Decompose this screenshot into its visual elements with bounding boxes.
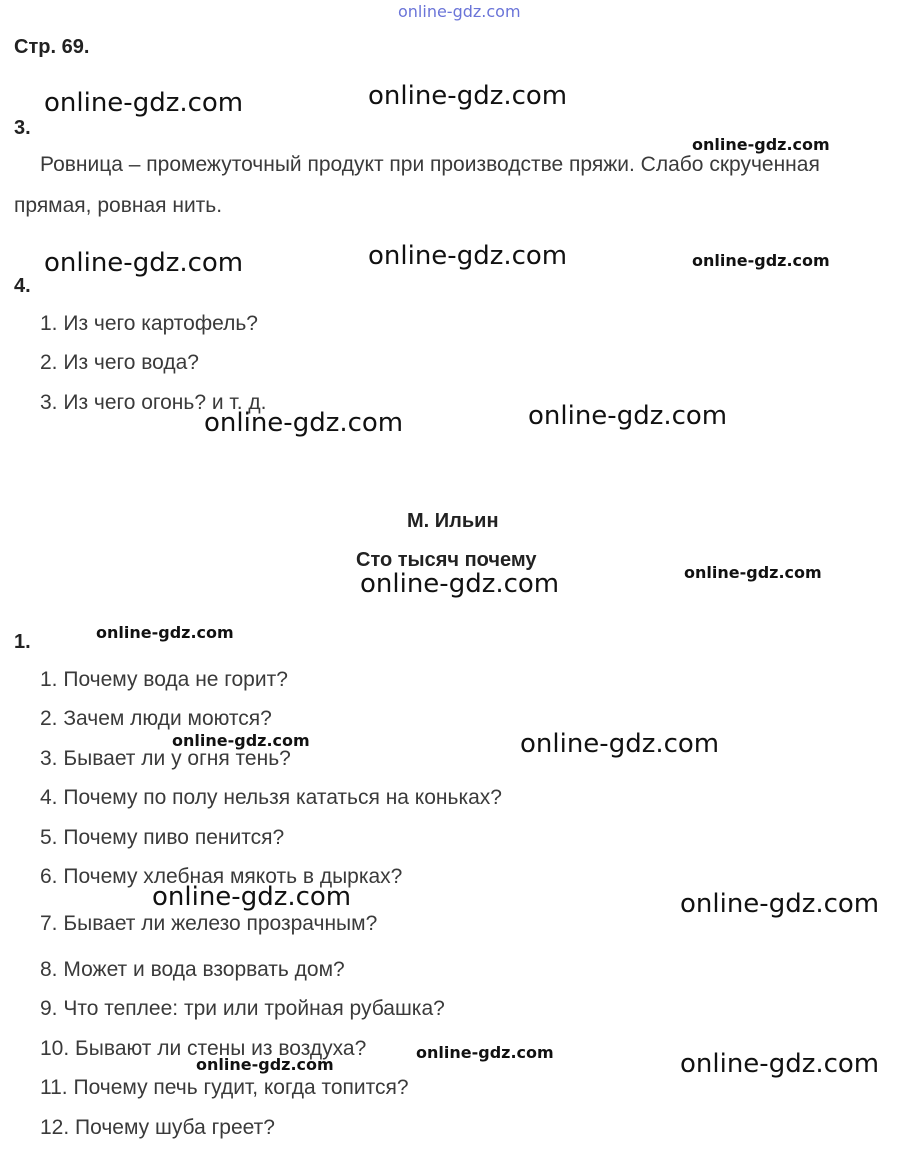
task-1-item: 2. Зачем люди моются? — [40, 707, 272, 730]
task-1-item: 7. Бывает ли железо прозрачным? — [40, 912, 378, 935]
watermark: online-gdz.com — [680, 889, 880, 919]
watermark: online-gdz.com — [44, 248, 244, 278]
watermark: online-gdz.com — [96, 623, 234, 642]
watermark: online-gdz.com — [196, 1055, 334, 1074]
task-4-item: 3. Из чего огонь? и т. д. — [40, 391, 267, 414]
page-label: Стр. 69. — [14, 36, 90, 58]
task-1-item: 3. Бывает ли у огня тень? — [40, 747, 291, 770]
watermark: online-gdz.com — [416, 1043, 554, 1062]
watermark: online-gdz.com — [172, 731, 310, 750]
task-1-item: 11. Почему печь гудит, когда топится? — [40, 1076, 409, 1099]
watermark: online-gdz.com — [44, 88, 244, 118]
watermark: online-gdz.com — [368, 241, 568, 271]
watermark: online-gdz.com — [204, 408, 404, 438]
task-1-item: 12. Почему шуба греет? — [40, 1116, 275, 1139]
task-1-item: 4. Почему по полу нельзя кататься на коньках? — [40, 786, 502, 809]
watermark: online-gdz.com — [684, 563, 822, 582]
task-4-item: 1. Из чего картофель? — [40, 312, 258, 335]
watermark: online-gdz.com — [152, 882, 352, 912]
task-3-text-line-1: Ровница – промежуточный продукт при производстве пряжи. Слабо скрученная — [40, 153, 820, 176]
task-4-item: 2. Из чего вода? — [40, 351, 199, 374]
task-4-number: 4. — [14, 275, 31, 297]
watermark: online-gdz.com — [680, 1049, 880, 1079]
section-title: Сто тысяч почему — [356, 549, 537, 571]
task-1-item: 6. Почему хлебная мякоть в дырках? — [40, 865, 403, 888]
task-1-item: 9. Что теплее: три или тройная рубашка? — [40, 997, 445, 1020]
watermark: online-gdz.com — [528, 401, 728, 431]
task-1-item: 1. Почему вода не горит? — [40, 668, 288, 691]
watermark: online-gdz.com — [692, 251, 830, 270]
task-1-item: 5. Почему пиво пенится? — [40, 826, 285, 849]
watermark: online-gdz.com — [692, 135, 830, 154]
task-1-item: 8. Может и вода взорвать дом? — [40, 958, 345, 981]
section-author: М. Ильин — [407, 510, 499, 532]
task-1-item: 10. Бывают ли стены из воздуха? — [40, 1037, 367, 1060]
watermark: online-gdz.com — [360, 569, 560, 599]
watermark: online-gdz.com — [368, 81, 568, 111]
top-watermark: online-gdz.com — [398, 2, 521, 21]
task-3-number: 3. — [14, 117, 31, 139]
task-3-text-line-2: прямая, ровная нить. — [14, 194, 223, 217]
watermark: online-gdz.com — [520, 729, 720, 759]
task-1-number: 1. — [14, 631, 31, 653]
